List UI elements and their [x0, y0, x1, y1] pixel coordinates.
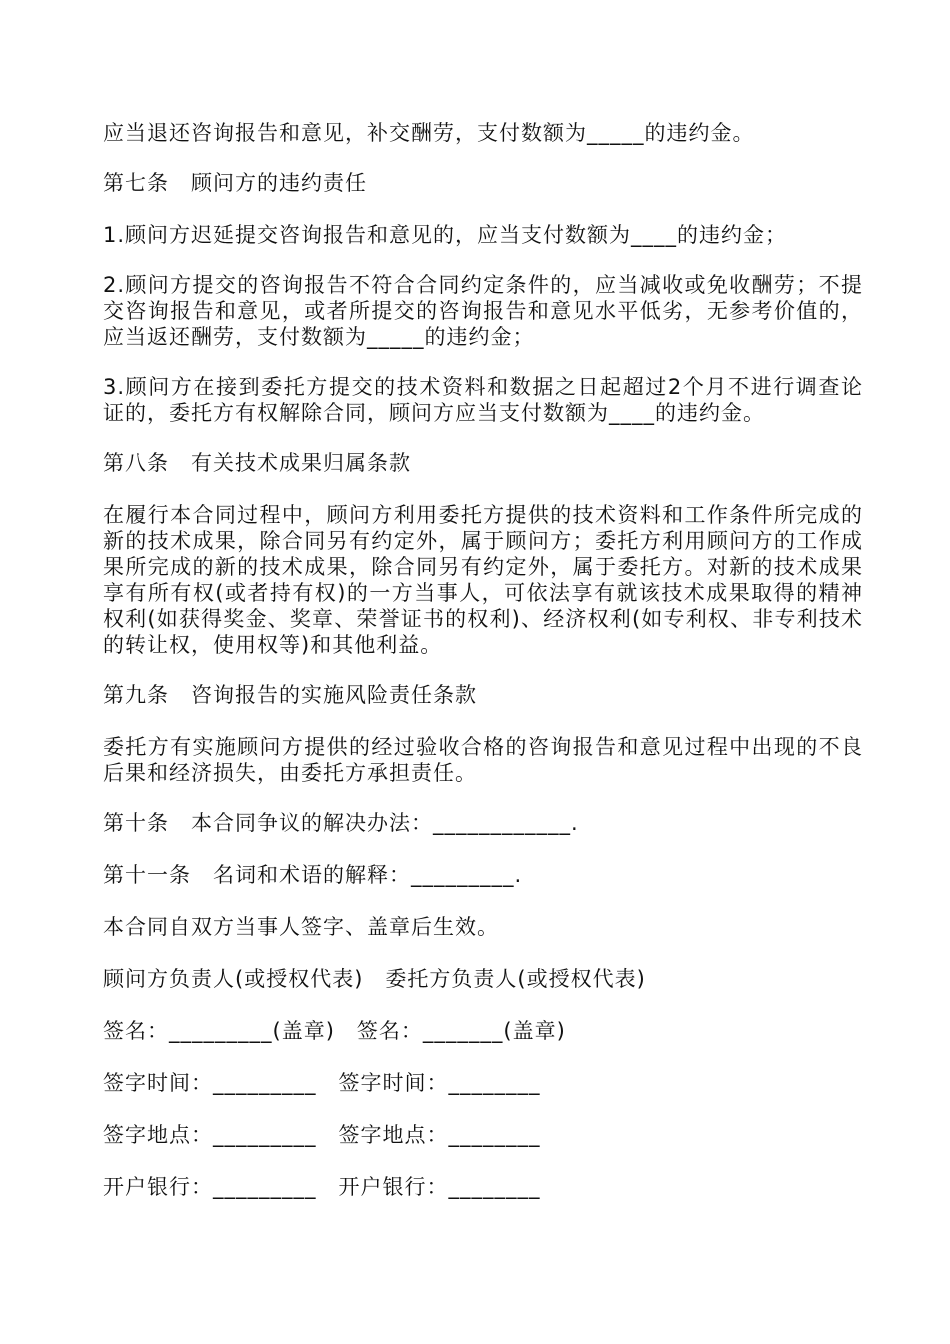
heading-article-7: 第七条 顾问方的违约责任 [103, 171, 367, 195]
paragraph-article-7-item-3: 3.顾问方在接到委托方提交的技术资料和数据之日起超过2个月不进行调查论证的，委托方有权解除合同，顾问方应当支付数额为____的违约金。 [103, 375, 863, 425]
heading-article-10: 第十条 本合同争议的解决办法：____________. [103, 811, 579, 835]
bank-line: 开户银行：_________ 开户银行：________ [103, 1175, 541, 1199]
signature-time-line: 签字时间：_________ 签字时间：________ [103, 1071, 541, 1095]
signature-name-line: 签名：_________(盖章) 签名：_______(盖章) [103, 1019, 566, 1043]
document-page [103, 120, 863, 1226]
heading-article-11: 第十一条 名词和术语的解释：_________. [103, 863, 523, 887]
paragraph-refund-penalty: 应当退还咨询报告和意见，补交酬劳，支付数额为_____的违约金。 [103, 121, 755, 145]
paragraph-article-9-body: 委托方有实施顾问方提供的经过验收合格的咨询报告和意见过程中出现的不良后果和经济损失，由委托方承担责任。 [103, 735, 863, 785]
signature-place-line: 签字地点：_________ 签字地点：________ [103, 1123, 541, 1147]
heading-article-9: 第九条 咨询报告的实施风险责任条款 [103, 683, 477, 707]
heading-article-8: 第八条 有关技术成果归属条款 [103, 451, 411, 475]
paragraph-effective-clause: 本合同自双方当事人签字、盖章后生效。 [103, 915, 499, 939]
paragraph-article-8-body: 在履行本合同过程中，顾问方利用委托方提供的技术资料和工作条件所完成的新的技术成果，除合同另有约定外，属于顾问方；委托方利用顾问方的工作成果所完成的新的技术成果，除合同另有约定外，属于委托方。对新的技术成果享有所有权(或者持有权)的一方当事人，可依法享有就该技术成果取得的精神权利(如获得奖金、奖章、荣誉证书的权利)、经济权利(如专利权、非专利技术的转让权，使用权等)和其他利益。 [103, 503, 863, 657]
signature-representatives-line: 顾问方负责人(或授权代表) 委托方负责人(或授权代表) [103, 967, 646, 991]
paragraph-article-7-item-2: 2.顾问方提交的咨询报告不符合合同约定条件的，应当减收或免收酬劳；不提交咨询报告和意见，或者所提交的咨询报告和意见水平低劣，无参考价值的，应当返还酬劳，支付数额为_____的违约金； [103, 273, 863, 349]
paragraph-article-7-item-1: 1.顾问方迟延提交咨询报告和意见的，应当支付数额为____的违约金； [103, 223, 788, 247]
